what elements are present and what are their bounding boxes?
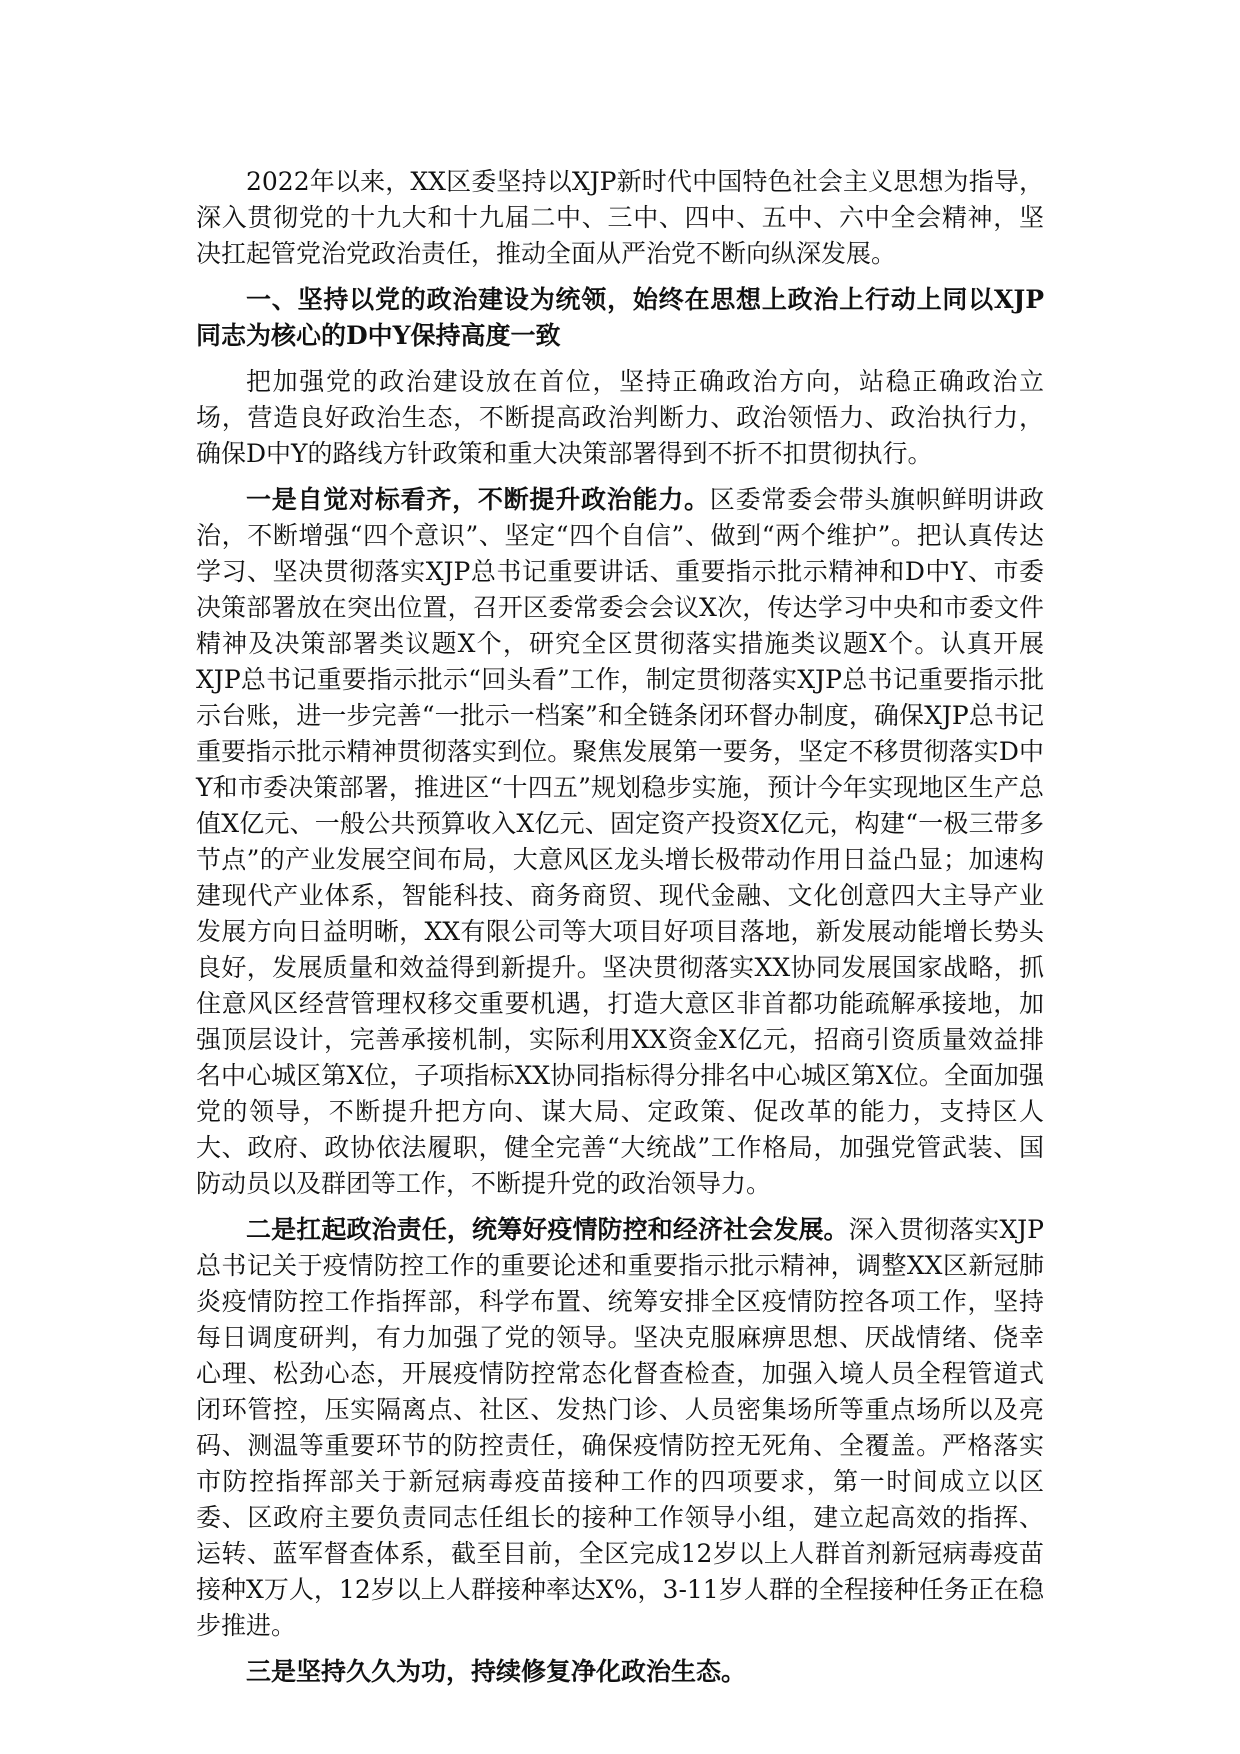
- point-3-paragraph: [196, 1654, 1044, 1690]
- document-body: [196, 164, 1044, 1700]
- section-1-paragraph: [196, 364, 1044, 472]
- point-2-body: 深入贯彻落实XJP总书记关于疫情防控工作的重要论述和重要指示批示精神，调整XX区新冠肺炎疫情防控工作指挥部，科学布置、统筹安排全区疫情防控各项工作，坚持每日调度研判，有力加强了党的领导。坚决克服麻痹思想、厌战情绪、侥幸心理、松劲心态，开展疫情防控常态化督查检查，加强入境人员全程管道式闭环管控，压实隔离点、社区、发热门诊、人员密集场所等重点场所以及亮码、测温等重要环节的防控责任，确保疫情防控无死角、全覆盖。严格落实市防控指挥部关于新冠病毒疫苗接种工作的四项要求，第一时间成立以区委、区政府主要负责同志任组长的接种工作领导小组，建立起高效的指挥、运转、蓝军督查体系，截至目前，全区完成12岁以上人群首剂新冠病毒疫苗接种X万人，12岁以上人群接种率达X%，3-11岁人群的全程接种任务正在稳步推进。: [196, 1215, 1044, 1640]
- point-3-lead: 三是坚持久久为功，持续修复净化政治生态。: [246, 1657, 747, 1686]
- intro-paragraph: [196, 164, 1044, 272]
- point-2-lead: 二是扛起政治责任，统筹好疫情防控和经济社会发展。: [246, 1215, 849, 1244]
- intro-text: 2022年以来，XX区委坚持以XJP新时代中国特色社会主义思想为指导，深入贯彻党的十九大和十九届二中、三中、四中、五中、六中全会精神，坚决扛起管党治党政治责任，推动全面从严治党不断向纵深发展。: [196, 167, 1044, 268]
- point-1-paragraph: [196, 482, 1044, 1202]
- point-1-body: 区委常委会带头旗帜鲜明讲政治，不断增强“四个意识”、坚定“四个自信”、做到“两个维护”。把认真传达学习、坚决贯彻落实XJP总书记重要讲话、重要指示批示精神和D中Y、市委决策部署放在突出位置，召开区委常委会会议X次，传达学习中央和市委文件精神及决策部署类议题X个，研究全区贯彻落实措施类议题X个。认真开展XJP总书记重要指示批示“回头看”工作，制定贯彻落实XJP总书记重要指示批示台账，进一步完善“一批示一档案”和全链条闭环督办制度，确保XJP总书记重要指示批示精神贯彻落实到位。聚焦发展第一要务，坚定不移贯彻落实D中Y和市委决策部署，推进区“十四五”规划稳步实施，预计今年实现地区生产总值X亿元、一般公共预算收入X亿元、固定资产投资X亿元，构建“一极三带多节点”的产业发展空间布局，大意风区龙头增长极带动作用日益凸显；加速构建现代产业体系，智能科技、商务商贸、现代金融、文化创意四大主导产业发展方向日益明晰，XX有限公司等大项目好项目落地，新发展动能增长势头良好，发展质量和效益得到新提升。坚决贯彻落实XX协同发展国家战略，抓住意风区经营管理权移交重要机遇，打造大意区非首都功能疏解承接地，加强顶层设计，完善承接机制，实际利用XX资金X亿元，招商引资质量效益排名中心城区第X位，子项指标XX协同指标得分排名中心城区第X位。全面加强党的领导，不断提升把方向、谋大局、定政策、促改革的能力，支持区人大、政府、政协依法履职，健全完善“大统战”工作格局，加强党管武装、国防动员以及群团等工作，不断提升党的政治领导力。: [196, 485, 1044, 1198]
- section-heading-1-text: 一、坚持以党的政治建设为统领，始终在思想上政治上行动上同以XJP同志为核心的D中Y保持高度一致: [196, 285, 1044, 350]
- point-1-lead: 一是自觉对标看齐，不断提升政治能力。: [246, 485, 710, 514]
- section-heading-1: [196, 282, 1044, 354]
- section-1-text: 把加强党的政治建设放在首位，坚持正确政治方向，站稳正确政治立场，营造良好政治生态，不断提高政治判断力、政治领悟力、政治执行力，确保D中Y的路线方针政策和重大决策部署得到不折不扣贯彻执行。: [196, 367, 1044, 468]
- point-2-paragraph: [196, 1212, 1044, 1644]
